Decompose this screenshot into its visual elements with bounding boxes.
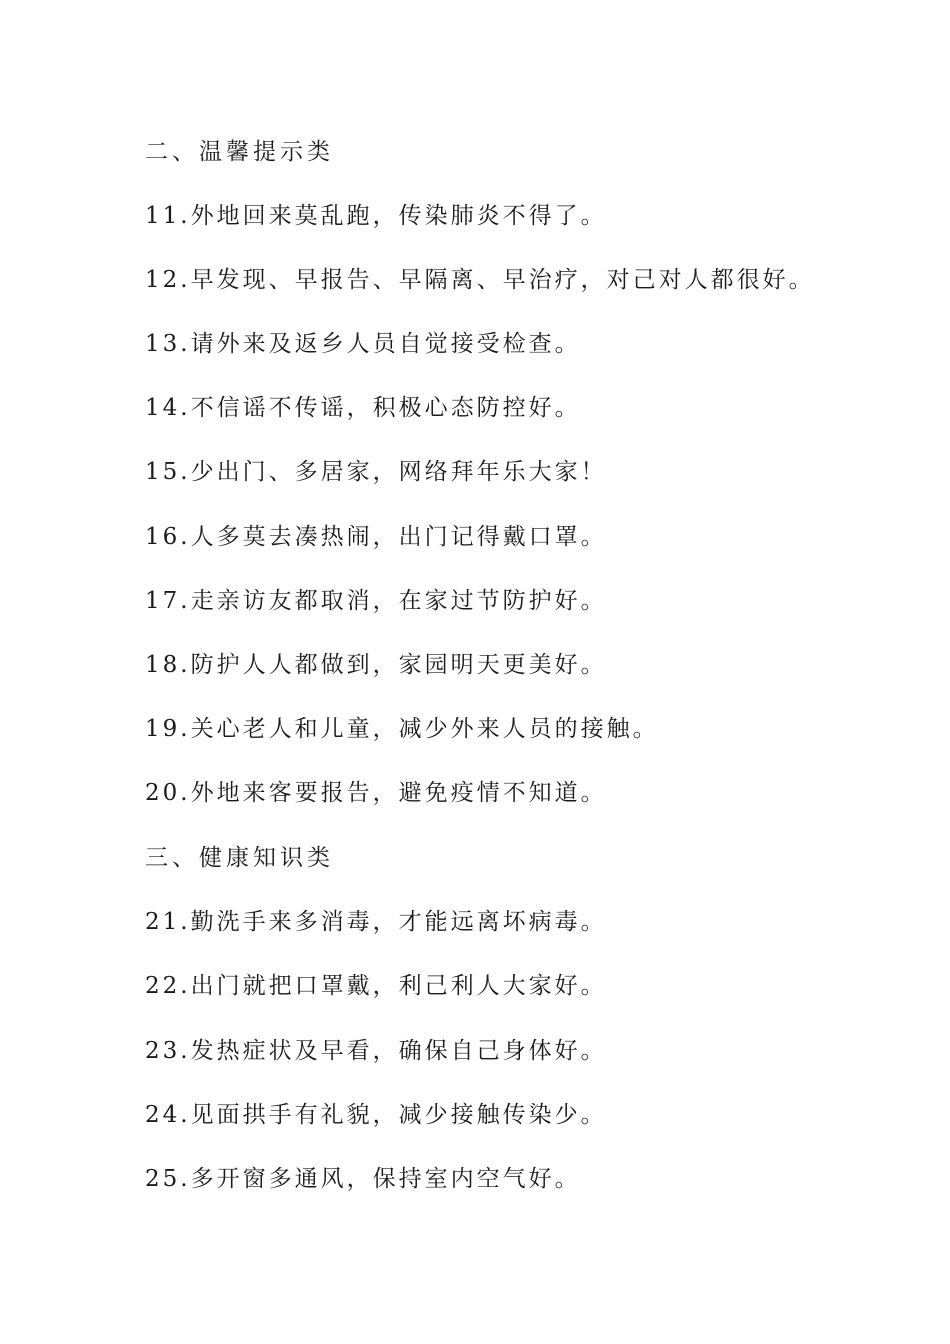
list-item: 11.外地回来莫乱跑，传染肺炎不得了。 (145, 203, 607, 229)
section-heading-warm-tips: 二、温馨提示类 (145, 139, 334, 165)
list-item: 13.请外来及返乡人员自觉接受检查。 (145, 331, 581, 357)
list-item: 17.走亲访友都取消，在家过节防护好。 (145, 588, 607, 614)
list-item: 20.外地来客要报告，避免疫情不知道。 (145, 780, 607, 806)
list-item: 23.发热症状及早看，确保自己身体好。 (145, 1038, 607, 1064)
list-item: 25.多开窗多通风，保持室内空气好。 (145, 1166, 581, 1192)
list-item: 21.勤洗手来多消毒，才能远离坏病毒。 (145, 909, 607, 935)
list-item: 22.出门就把口罩戴，利己利人大家好。 (145, 973, 607, 999)
list-item: 19.关心老人和儿童，减少外来人员的接触。 (145, 716, 659, 742)
list-item: 18.防护人人都做到，家园明天更美好。 (145, 652, 607, 678)
list-item: 12.早发现、早报告、早隔离、早治疗，对己对人都很好。 (145, 267, 815, 293)
section-heading-health-knowledge: 三、健康知识类 (145, 845, 334, 871)
list-item: 16.人多莫去凑热闹，出门记得戴口罩。 (145, 524, 607, 550)
list-item: 15.少出门、多居家，网络拜年乐大家！ (145, 459, 607, 485)
list-item: 14.不信谣不传谣，积极心态防控好。 (145, 395, 581, 421)
list-item: 24.见面拱手有礼貌，减少接触传染少。 (145, 1102, 607, 1128)
